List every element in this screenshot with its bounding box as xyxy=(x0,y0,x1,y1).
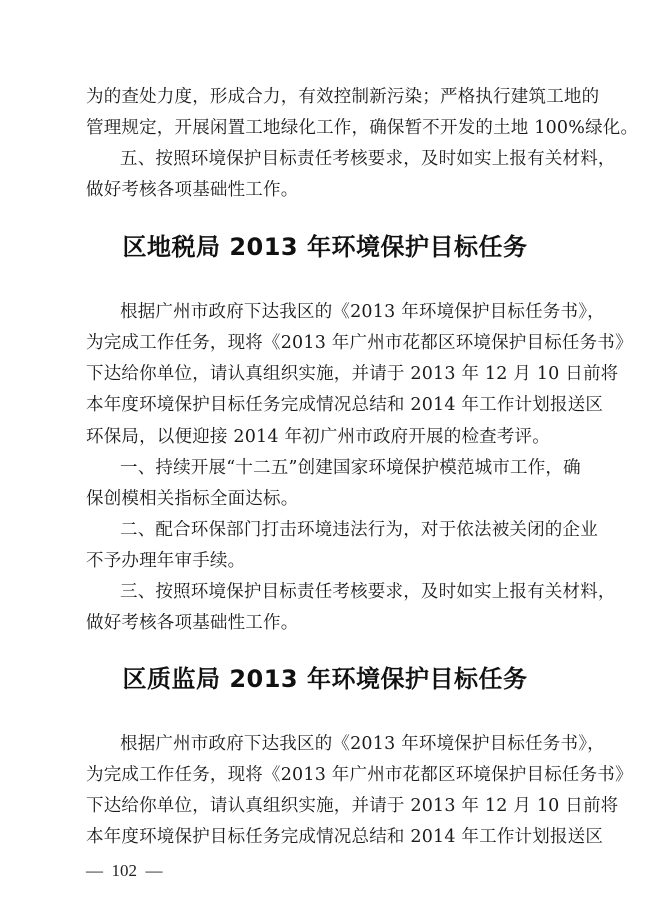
section-title-tax-bureau: 区地税局 2013 年环境保护目标任务 xyxy=(122,233,528,261)
paragraph-line: 为完成工作任务，现将《2013 年广州市花都区环境保护目标任务书》 xyxy=(86,765,633,785)
paragraph-line: 不予办理年审手续。 xyxy=(86,551,246,571)
page-number: — 102 — xyxy=(86,861,163,880)
paragraph-line: 下达给你单位，请认真组织实施，并请于 2013 年 12 月 10 日前将 xyxy=(86,796,619,816)
paragraph-line: 为的查处力度，形成合力，有效控制新污染；严格执行建筑工地的 xyxy=(86,87,600,107)
paragraph-line: 做好考核各项基础性工作。 xyxy=(86,613,299,633)
paragraph-line: 环保局，以便迎接 2014 年初广州市政府开展的检查考评。 xyxy=(86,427,550,447)
paragraph-line: 一、持续开展“十二五”创建国家环境保护模范城市工作，确 xyxy=(120,458,581,478)
paragraph-line: 五、按照环境保护目标责任考核要求，及时如实上报有关材料， xyxy=(120,149,616,169)
paragraph-line: 下达给你单位，请认真组织实施，并请于 2013 年 12 月 10 日前将 xyxy=(86,364,619,384)
section-title-quality-bureau: 区质监局 2013 年环境保护目标任务 xyxy=(122,665,528,693)
paragraph-line: 根据广州市政府下达我区的《2013 年环境保护目标任务书》， xyxy=(120,302,605,322)
paragraph-line: 保创模相关指标全面达标。 xyxy=(86,489,299,509)
paragraph-line: 做好考核各项基础性工作。 xyxy=(86,180,299,200)
paragraph-line: 二、配合环保部门打击环境违法行为，对于依法被关闭的企业 xyxy=(120,520,598,540)
paragraph-line: 根据广州市政府下达我区的《2013 年环境保护目标任务书》， xyxy=(120,734,605,754)
paragraph-line: 本年度环境保护目标任务完成情况总结和 2014 年工作计划报送区 xyxy=(86,827,604,847)
paragraph-line: 本年度环境保护目标任务完成情况总结和 2014 年工作计划报送区 xyxy=(86,395,604,415)
paragraph-line: 为完成工作任务，现将《2013 年广州市花都区环境保护目标任务书》 xyxy=(86,333,633,353)
paragraph-line: 管理规定，开展闲置工地绿化工作，确保暂不开发的土地 100%绿化。 xyxy=(86,118,639,138)
paragraph-line: 三、按照环境保护目标责任考核要求，及时如实上报有关材料， xyxy=(120,582,616,602)
